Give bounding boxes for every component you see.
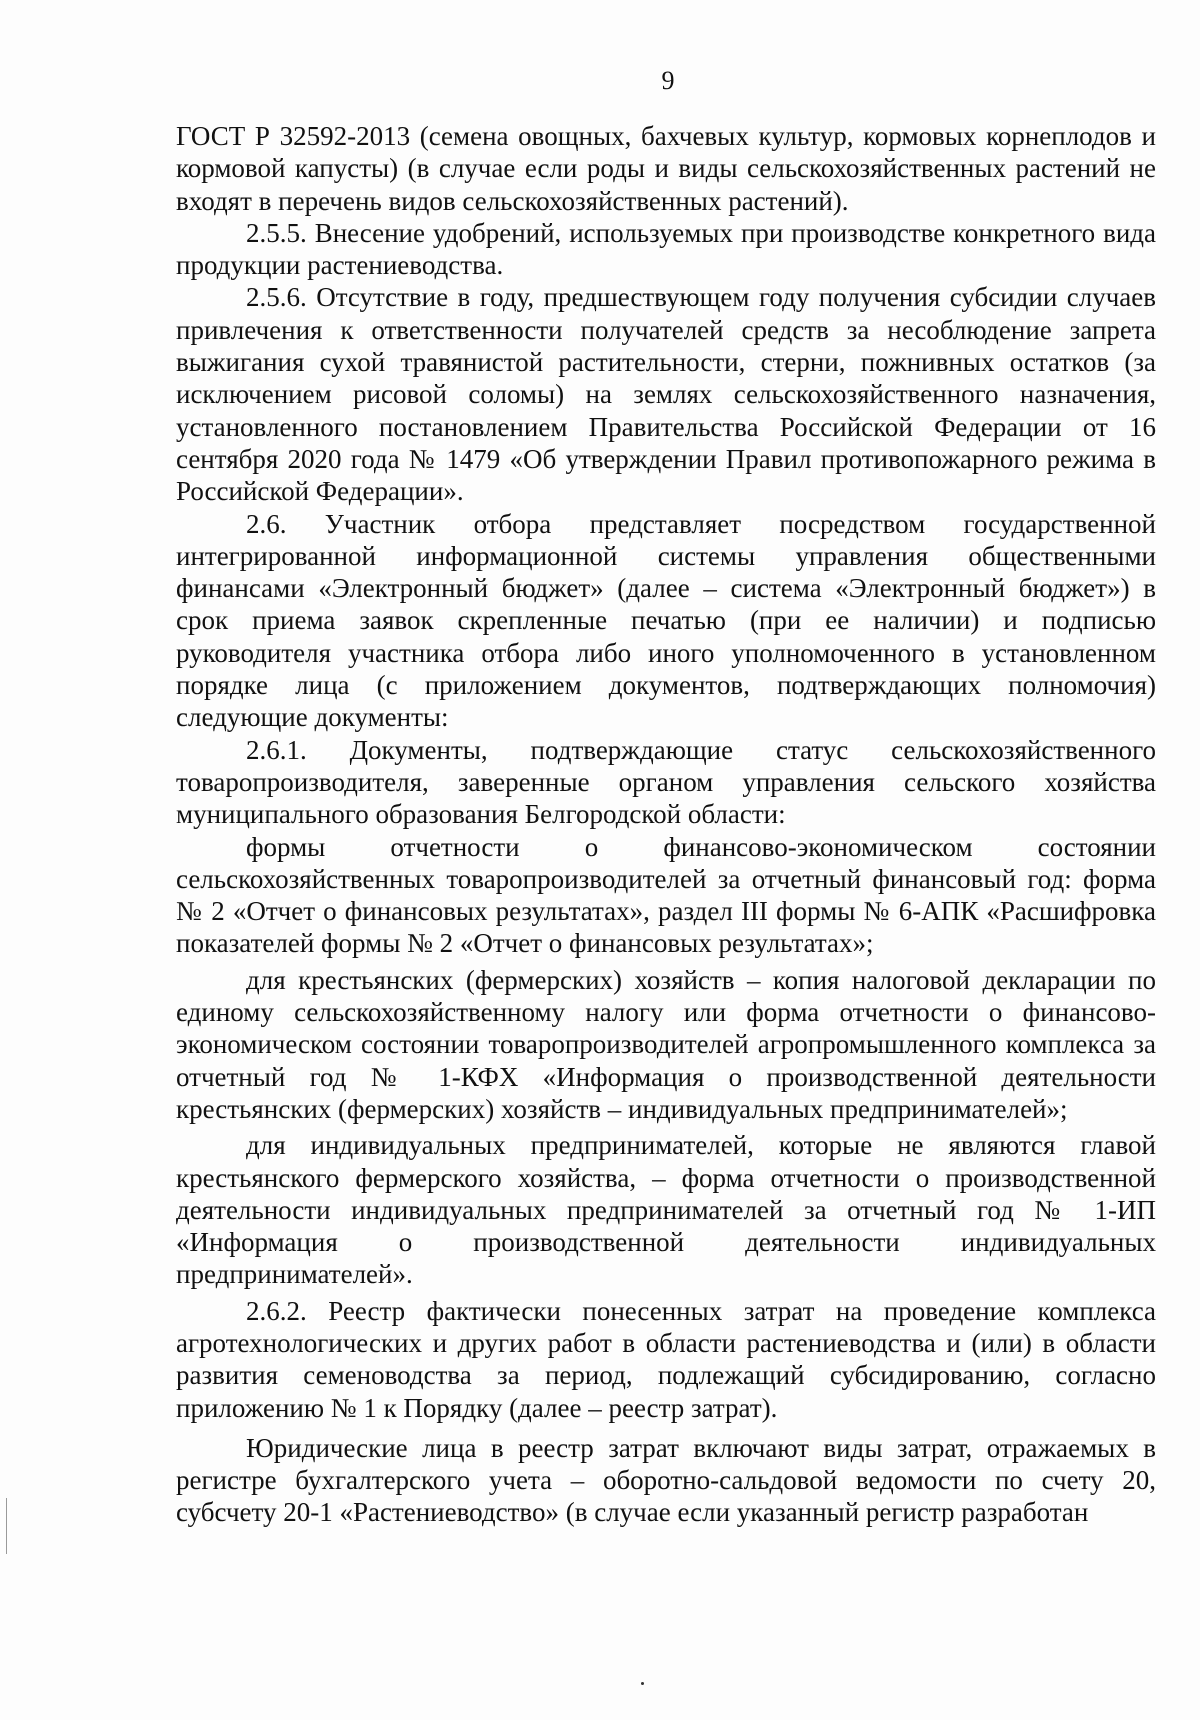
paragraph-individual-entrepreneurs: для индивидуальных предпринимателей, которые не являются главой крестьянского фермерского хозяйства, – форма отчетности о производственной деятельности индивидуальных предпринимателей за отчетный год № 1-ИП «Информация о производственной деятельности индивидуальных предпринимателей». <box>176 1130 1156 1290</box>
scan-margin-line <box>6 1498 7 1554</box>
paragraph-2-6-2: 2.6.2. Реестр фактически понесенных затрат на проведение комплекса агротехнологических и других работ в области растениеводства и (или) в области развития семеноводства за период, подлежащий субсидированию, согласно приложению № 1 к Порядку (далее – реестр затрат). <box>176 1295 1156 1423</box>
paragraph-legal-entities: Юридические лица в реестр затрат включают виды затрат, отражаемых в регистре бухгалтерского учета – оборотно-сальдовой ведомости по счету 20, субсчету 20-1 «Растениеводство» (в случае если указанный регистр разработан <box>176 1432 1156 1528</box>
paragraph-reporting-forms: формы отчетности о финансово-экономическом состоянии сельскохозяйственных товаропроизводителей за отчетный финансовый год: форма № 2 «Отчет о финансовых результатах», раздел III формы № 6-АПК «Расшифровка показателей формы № 2 «Отчет о финансовых результатах»; <box>176 831 1156 959</box>
document-body <box>176 120 1156 1529</box>
paragraph-2-5-6: 2.5.6. Отсутствие в году, предшествующем году получения субсидии случаев привлечения к ответственности получателей средств за несоблюдение запрета выжигания сухой травянистой растительности, стерни, пожнивных остатков (за исключением рисовой соломы) на землях сельскохозяйственного назначения, установленного постановлением Правительства Российской Федерации от 16 сентября 2020 года № 1479 «Об утверждении Правил противопожарного режима в Российской Федерации». <box>176 282 1156 507</box>
paragraph-2-5-5: 2.5.5. Внесение удобрений, используемых при производстве конкретного вида продукции растениеводства. <box>176 217 1156 281</box>
paragraph-2-6-1: 2.6.1. Документы, подтверждающие статус сельскохозяйственного товаропроизводителя, заверенные органом управления сельского хозяйства муниципального образования Белгородской области: <box>176 734 1156 830</box>
paragraph-peasant-farms: для крестьянских (фермерских) хозяйств – копия налоговой декларации по единому сельскохозяйственному налогу или форма отчетности о финансово-экономическом состоянии товаропроизводителей агропромышленного комплекса за отчетный год № 1-КФХ «Информация о производственной деятельности крестьянских (фермерских) хозяйств – индивидуальных предпринимателей»; <box>176 964 1156 1124</box>
page-number: 9 <box>661 66 675 95</box>
paragraph-gost-continuation: ГОСТ Р 32592-2013 (семена овощных, бахчевых культур, кормовых корнеплодов и кормовой капусты) (в случае если роды и виды сельскохозяйственных растений не входят в перечень видов сельскохозяйственных растений). <box>176 121 1156 216</box>
paragraph-2-6: 2.6. Участник отбора представляет посредством государственной интегрированной информационной системы управления общественными финансами «Электронный бюджет» (далее – система «Электронный бюджет») в срок приема заявок скрепленные печатью (при ее наличии) и подписью руководителя участника отбора либо иного уполномоченного в установленном порядке лица (с приложением документов, подтверждающих полномочия) следующие документы: <box>176 508 1156 733</box>
scan-dot <box>641 1682 644 1685</box>
